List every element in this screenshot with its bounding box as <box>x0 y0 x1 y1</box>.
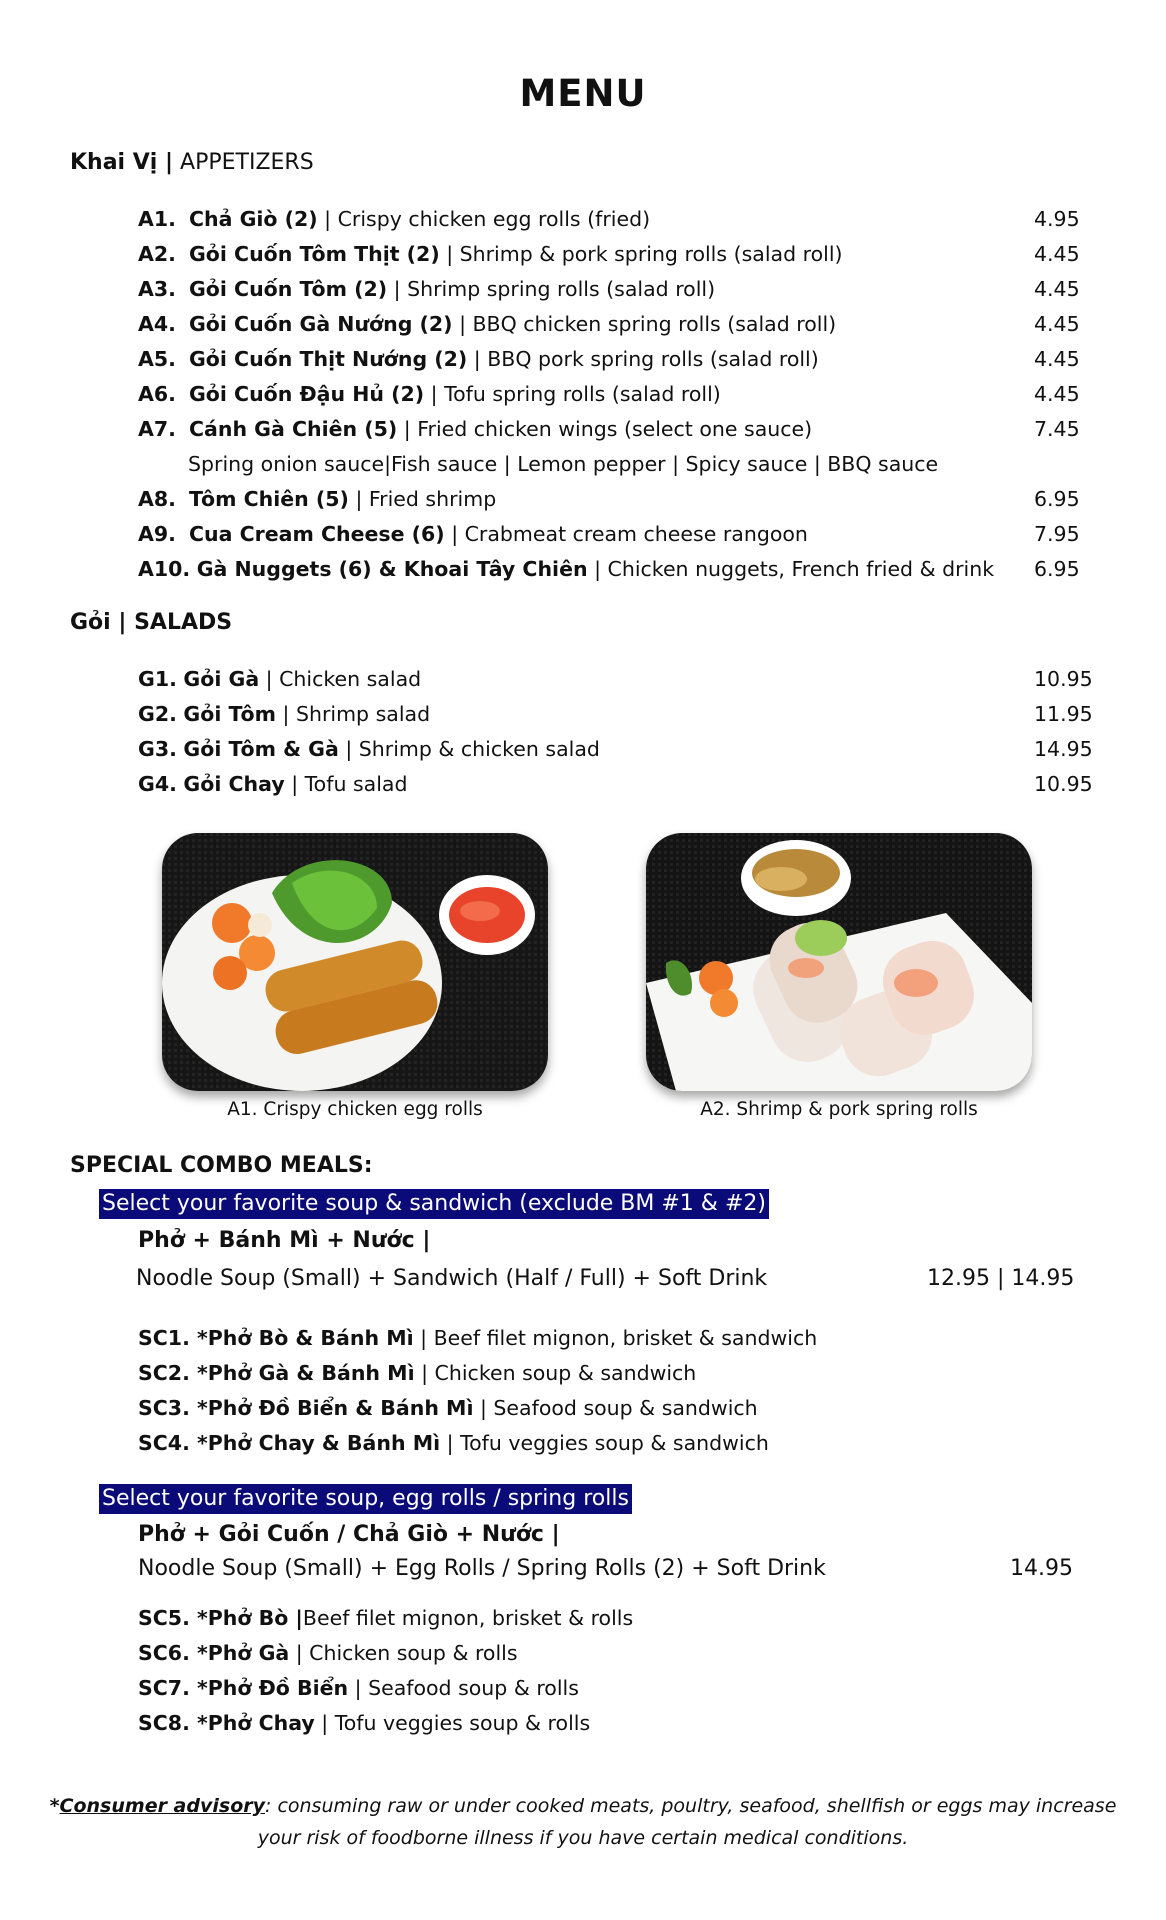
item-price-g4: 10.95 <box>1034 772 1093 796</box>
appetizers-heading-en: APPETIZERS <box>180 150 314 175</box>
item-desc: | Tofu spring rolls (salad roll) <box>424 382 721 406</box>
item-desc: | Shrimp salad <box>276 702 431 726</box>
menu-item-a3 <box>138 274 715 304</box>
item-code: A5. <box>138 347 176 371</box>
menu-item-a5 <box>138 344 819 374</box>
item-desc: | BBQ chicken spring rolls (salad roll) <box>452 312 837 336</box>
menu-item-g2 <box>138 699 430 729</box>
appetizers-heading-vi: Khai Vị | <box>70 150 174 175</box>
item-code: SC5. <box>138 1606 190 1630</box>
item-code: SC4. <box>138 1431 190 1455</box>
item-code: G2. <box>138 702 177 726</box>
item-desc: | Crabmeat cream cheese rangoon <box>444 522 808 546</box>
item-desc: | Tofu salad <box>284 772 408 796</box>
item-code: A4. <box>138 312 176 336</box>
item-name: *Phở Bò | <box>189 1606 303 1630</box>
item-name: *Phở Chay & Bánh Mì <box>189 1431 441 1455</box>
combo-item-sc8 <box>138 1708 590 1738</box>
combo-item-sc3 <box>138 1393 758 1423</box>
item-desc: | Chicken salad <box>259 667 422 691</box>
combo-heading: SPECIAL COMBO MEALS: <box>70 1153 373 1178</box>
item-name: *Phở Đồ Biển <box>189 1676 349 1700</box>
item-name: Gỏi Chay <box>183 772 285 796</box>
item-desc: | Shrimp & pork spring rolls (salad roll) <box>439 242 843 266</box>
combo-item-sc1 <box>138 1323 817 1353</box>
menu-item-g4 <box>138 769 407 799</box>
item-code: SC8. <box>138 1711 190 1735</box>
item-price-a9: 7.95 <box>1034 522 1080 546</box>
item-name: Gỏi Cuốn Thịt Nướng (2) <box>188 347 468 371</box>
item-price-a4: 4.45 <box>1034 312 1080 336</box>
item-name: Gỏi Cuốn Đậu Hủ (2) <box>188 382 425 406</box>
menu-title: MENU <box>519 72 647 115</box>
item-code: A6. <box>138 382 176 406</box>
item-name: Tôm Chiên (5) <box>188 487 349 511</box>
advisory-lead: Consumer advisory <box>59 1795 265 1817</box>
item-name: Chả Giò (2) <box>188 207 318 231</box>
item-desc: | Shrimp spring rolls (salad roll) <box>387 277 716 301</box>
item-desc: | Fried shrimp <box>348 487 497 511</box>
item-desc: | Seafood soup & sandwich <box>473 1396 758 1420</box>
item-desc: | Crispy chicken egg rolls (fried) <box>317 207 651 231</box>
item-name: Gỏi Gà <box>183 667 260 691</box>
sauce-options <box>188 449 938 479</box>
item-desc: | Beef filet mignon, brisket & sandwich <box>413 1326 818 1350</box>
item-name: *Phở Chay <box>189 1711 315 1735</box>
item-code: SC2. <box>138 1361 190 1385</box>
item-desc: | BBQ pork spring rolls (salad roll) <box>467 347 819 371</box>
item-name: Gỏi Tôm & Gà <box>183 737 339 761</box>
combo-group2-subtitle: Noodle Soup (Small) + Egg Rolls / Spring Rolls (2) + Soft Drink <box>138 1556 826 1581</box>
item-name: Gỏi Cuốn Gà Nướng (2) <box>188 312 453 336</box>
menu-item-a10 <box>138 554 994 584</box>
item-name: *Phở Đồ Biển & Bánh Mì <box>189 1396 474 1420</box>
item-price-a5: 4.45 <box>1034 347 1080 371</box>
egg-rolls-illustration <box>162 833 548 1091</box>
item-name: Gỏi Cuốn Tôm Thịt (2) <box>188 242 440 266</box>
item-name: *Phở Gà <box>189 1641 290 1665</box>
combo-group1-subtitle: Noodle Soup (Small) + Sandwich (Half / Full) + Soft Drink <box>136 1266 768 1291</box>
item-price-g1: 10.95 <box>1034 667 1093 691</box>
item-code: A10. <box>138 557 191 581</box>
item-name: *Phở Bò & Bánh Mì <box>189 1326 414 1350</box>
item-name: Cua Cream Cheese (6) <box>188 522 445 546</box>
item-price-a7: 7.45 <box>1034 417 1080 441</box>
egg-rolls-photo <box>162 833 548 1091</box>
menu-item-g3 <box>138 734 600 764</box>
item-code: A8. <box>138 487 176 511</box>
menu-item-a2 <box>138 239 843 269</box>
spring-rolls-caption: A2. Shrimp & pork spring rolls <box>700 1099 978 1120</box>
item-code: G3. <box>138 737 177 761</box>
item-price-a1: 4.95 <box>1034 207 1080 231</box>
combo-group1-highlight: Select your favorite soup & sandwich (exclude BM #1 & #2) <box>99 1189 769 1219</box>
menu-item-a4 <box>138 309 836 339</box>
advisory-line-2: your risk of foodborne illness if you have certain medical conditions. <box>257 1827 909 1849</box>
combo-item-sc6 <box>138 1638 518 1668</box>
item-code: A7. <box>138 417 176 441</box>
combo-item-sc7 <box>138 1673 579 1703</box>
menu-item-a8 <box>138 484 496 514</box>
menu-item-g1 <box>138 664 421 694</box>
item-code: A1. <box>138 207 176 231</box>
item-desc: | Chicken nuggets, French fried & drink <box>587 557 995 581</box>
item-name: Gỏi Tôm <box>183 702 277 726</box>
item-desc: | Chicken soup & rolls <box>289 1641 518 1665</box>
advisory-line-1 <box>0 1790 1166 1822</box>
item-code: A2. <box>138 242 176 266</box>
item-price-g3: 14.95 <box>1034 737 1093 761</box>
item-code: SC6. <box>138 1641 190 1665</box>
consumer-advisory <box>0 1790 1166 1854</box>
sauce-options-text: Spring onion sauce|Fish sauce | Lemon pepper | Spicy sauce | BBQ sauce <box>188 452 939 476</box>
item-price-a8: 6.95 <box>1034 487 1080 511</box>
item-code: A3. <box>138 277 176 301</box>
menu-item-a1 <box>138 204 650 234</box>
item-desc: | Chicken soup & sandwich <box>414 1361 697 1385</box>
combo-item-sc5 <box>138 1603 633 1633</box>
item-desc: | Seafood soup & rolls <box>348 1676 579 1700</box>
item-price-a3: 4.45 <box>1034 277 1080 301</box>
item-code: G4. <box>138 772 177 796</box>
item-price-a2: 4.45 <box>1034 242 1080 266</box>
combo-group2-highlight: Select your favorite soup, egg rolls / spring rolls <box>99 1484 632 1514</box>
item-price-a6: 4.45 <box>1034 382 1080 406</box>
item-desc: | Fried chicken wings (select one sauce) <box>397 417 813 441</box>
item-desc: | Shrimp & chicken salad <box>338 737 600 761</box>
item-code: SC7. <box>138 1676 190 1700</box>
egg-rolls-caption: A1. Crispy chicken egg rolls <box>227 1099 483 1120</box>
item-desc: | Tofu veggies soup & sandwich <box>440 1431 769 1455</box>
spring-rolls-illustration <box>646 833 1032 1091</box>
combo-group2-price: 14.95 <box>1010 1556 1073 1581</box>
combo-group1-price: 12.95 | 14.95 <box>927 1266 1075 1291</box>
item-desc: | Tofu veggies soup & rolls <box>314 1711 591 1735</box>
item-code: SC3. <box>138 1396 190 1420</box>
item-code: G1. <box>138 667 177 691</box>
spring-rolls-photo <box>646 833 1032 1091</box>
item-name: Cánh Gà Chiên (5) <box>188 417 398 441</box>
advisory-text-1: : consuming raw or under cooked meats, poultry, seafood, shellfish or eggs may increase <box>265 1795 1117 1817</box>
menu-item-a9 <box>138 519 808 549</box>
item-name: *Phở Gà & Bánh Mì <box>189 1361 415 1385</box>
item-code: SC1. <box>138 1326 190 1350</box>
appetizers-heading <box>70 150 314 175</box>
salads-heading: Gỏi | SALADS <box>70 610 233 635</box>
item-name: Gà Nuggets (6) & Khoai Tây Chiên <box>196 557 588 581</box>
item-name: Gỏi Cuốn Tôm (2) <box>188 277 388 301</box>
item-desc: Beef filet mignon, brisket & rolls <box>302 1606 634 1630</box>
item-code: A9. <box>138 522 176 546</box>
item-price-a10: 6.95 <box>1034 557 1080 581</box>
advisory-star: * <box>49 1795 60 1817</box>
menu-item-a7 <box>138 414 812 444</box>
item-price-g2: 11.95 <box>1034 702 1093 726</box>
combo-group1-title: Phở + Bánh Mì + Nước | <box>138 1228 431 1253</box>
menu-item-a6 <box>138 379 721 409</box>
combo-item-sc4 <box>138 1428 769 1458</box>
combo-item-sc2 <box>138 1358 696 1388</box>
combo-group2-title: Phở + Gỏi Cuốn / Chả Giò + Nước | <box>138 1522 560 1547</box>
